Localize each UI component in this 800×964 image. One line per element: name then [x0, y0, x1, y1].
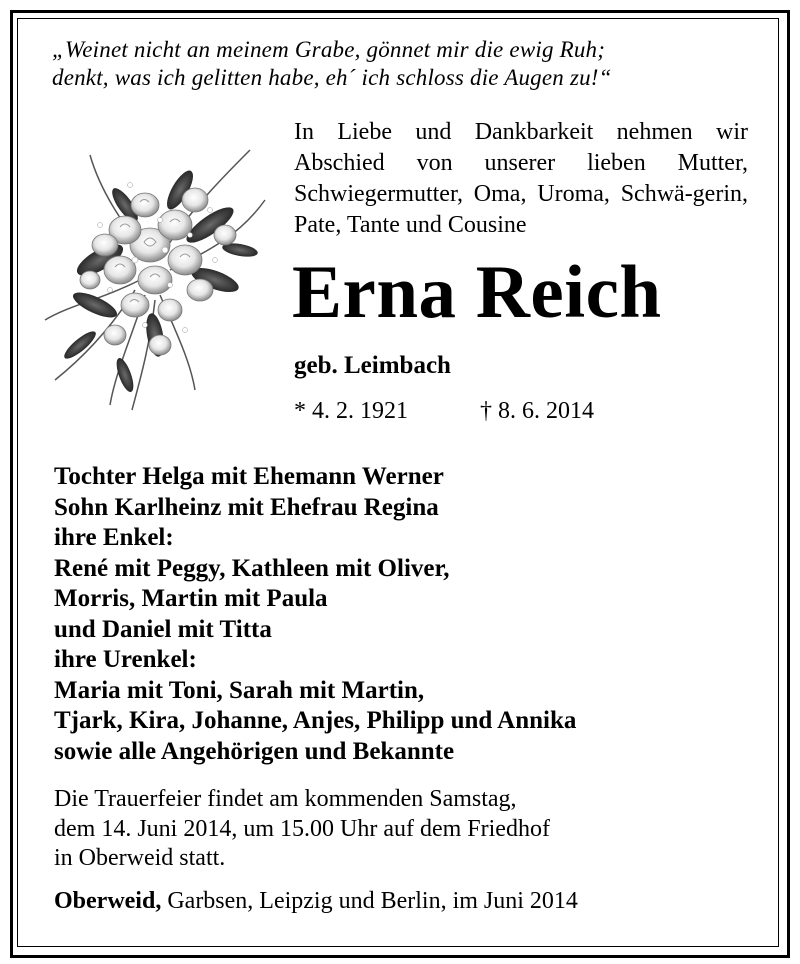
closing-rest: Garbsen, Leipzig und Berlin, im Juni 2014	[161, 888, 578, 914]
quote-line-1: „Weinet nicht an meinem Grabe, gönnet mir die ewig Ruh;	[52, 37, 606, 62]
ceremony-line: dem 14. Juni 2014, um 15.00 Uhr auf dem Friedhof	[54, 815, 550, 842]
mourner-line: Tochter Helga mit Ehemann Werner	[54, 463, 444, 490]
death-date: † 8. 6. 2014	[480, 398, 594, 424]
mourner-line: ihre Urenkel:	[54, 646, 197, 673]
mourner-line: Sohn Karlheinz mit Ehefrau Regina	[54, 493, 439, 521]
mourner-line: René mit Peggy, Kathleen mit Oliver,	[54, 554, 450, 582]
funeral-announcement	[54, 785, 550, 874]
farewell-intro-text: In Liebe und Dankbarkeit nehmen wir Abschied von unserer lieben Mutter, Schwiegermutter, Oma, Uroma, Schwä-gerin, Pate, Tante und Cousine	[294, 119, 748, 238]
mourner-line: sowie alle Angehörigen und Bekannte	[54, 737, 455, 765]
life-dates	[294, 396, 594, 426]
mourner-line: Maria mit Toni, Sarah mit Martin,	[54, 676, 425, 704]
mourner-line: und Daniel mit Titta	[54, 615, 272, 643]
ceremony-line: Die Trauerfeier findet am kommenden Samstag,	[54, 786, 517, 812]
maiden-name: geb. Leimbach	[294, 352, 451, 379]
mourner-line: ihre Enkel:	[54, 524, 174, 551]
birth-date: * 4. 2. 1921	[294, 398, 408, 424]
epitaph-quote	[52, 36, 752, 92]
deceased-name: Erna Reich	[292, 251, 662, 334]
mourners-list	[54, 462, 576, 767]
mourner-line: Morris, Martin mit Paula	[54, 585, 328, 612]
ceremony-line: in Oberweid statt.	[54, 845, 226, 871]
quote-line-2: denkt, was ich gelitten habe, eh´ ich schloss die Augen zu!“	[52, 65, 612, 90]
mourner-line: Tjark, Kira, Johanne, Anjes, Philipp und Annika	[54, 707, 577, 734]
closing-place: Oberweid,	[54, 888, 162, 914]
flower-bouquet-image	[40, 130, 270, 415]
closing-line	[54, 886, 578, 916]
